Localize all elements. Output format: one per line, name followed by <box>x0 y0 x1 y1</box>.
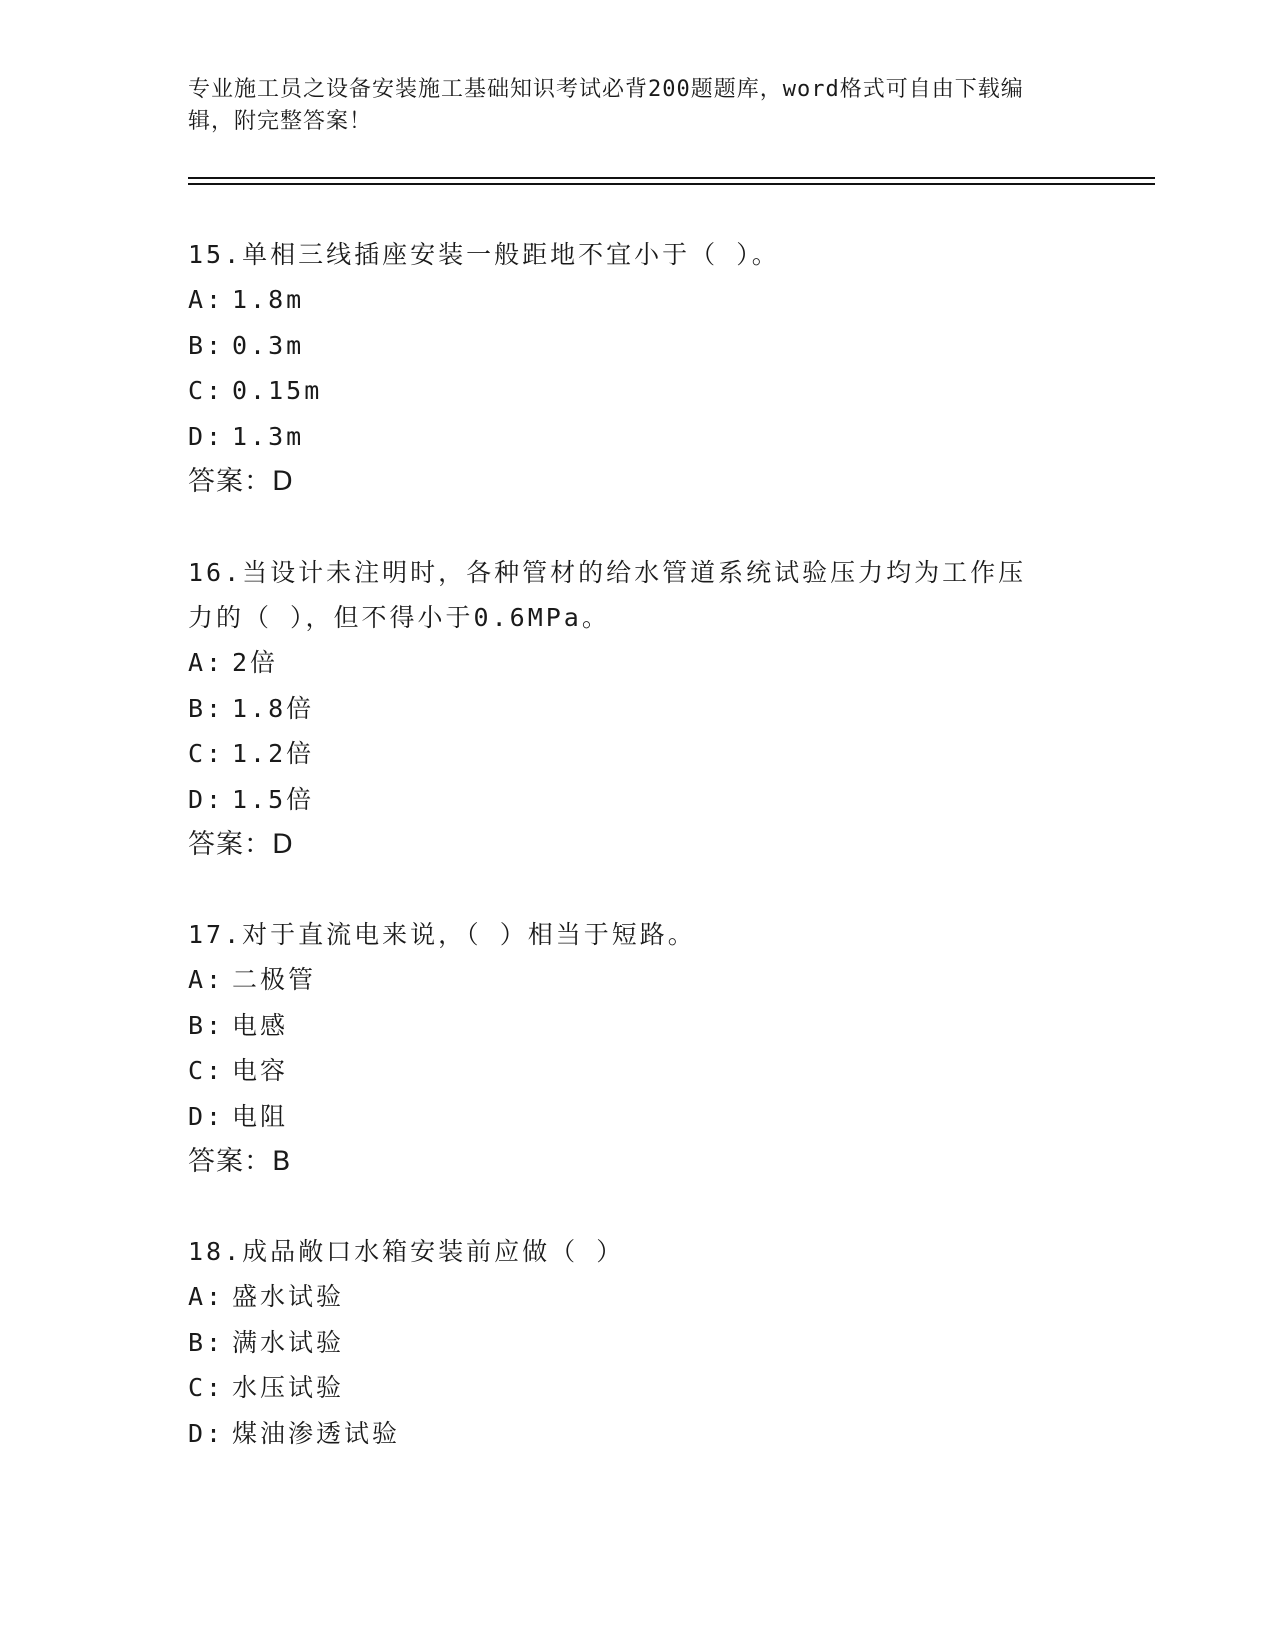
document-header: 专业施工员之设备安装施工基础知识考试必背200题题库，word格式可自由下载编辑，附完整答案！ <box>188 77 1024 134</box>
option-text: 1.3m <box>232 421 305 451</box>
option-text: 2倍 <box>232 648 279 677</box>
option-text: 电感 <box>232 1010 289 1040</box>
question-stem: 18.成品敞口水箱安装前应做（ ） <box>188 1237 625 1266</box>
option-c <box>188 368 1088 414</box>
question-15 <box>188 232 1088 504</box>
option-label: C: <box>188 1056 225 1085</box>
option-c <box>188 1365 1088 1411</box>
option-label: A: <box>188 1282 225 1311</box>
option-label: B: <box>188 330 225 360</box>
option-label: D: <box>188 421 225 451</box>
question-stem: 16.当设计未注明时，各种管材的给水管道系统试验压力均为工作压力的（ ），但不得小于0.6MPa。 <box>188 558 1027 632</box>
header-rule-top <box>188 177 1155 179</box>
option-b <box>188 1320 1088 1366</box>
option-label: C: <box>188 739 225 768</box>
option-label: C: <box>188 1373 225 1402</box>
option-a <box>188 640 1088 686</box>
option-text: 1.8m <box>232 285 305 314</box>
option-d <box>188 414 1088 460</box>
option-label: D: <box>188 784 225 814</box>
option-d <box>188 1094 1088 1140</box>
option-label: C: <box>188 376 225 405</box>
option-b <box>188 686 1088 732</box>
option-c <box>188 1048 1088 1094</box>
option-text: 1.8倍 <box>232 693 315 723</box>
option-b <box>188 323 1088 369</box>
option-label: D: <box>188 1101 225 1131</box>
option-text: 1.2倍 <box>232 739 315 768</box>
option-label: A: <box>188 965 225 994</box>
option-text: 煤油渗透试验 <box>232 1418 401 1448</box>
option-a <box>188 277 1088 323</box>
option-c <box>188 731 1088 777</box>
question-stem: 15.单相三线插座安装一般距地不宜小于（ ）。 <box>188 240 780 269</box>
option-label: D: <box>188 1418 225 1448</box>
option-a <box>188 1274 1088 1320</box>
option-label: B: <box>188 1010 225 1040</box>
option-text: 0.3m <box>232 330 305 360</box>
question-17 <box>188 912 1088 1184</box>
option-d <box>188 1411 1088 1457</box>
header-rule-bottom <box>188 183 1155 185</box>
option-text: 盛水试验 <box>232 1282 345 1311</box>
question-stem: 17.对于直流电来说，（ ）相当于短路。 <box>188 920 696 949</box>
question-16 <box>188 550 1088 867</box>
option-b <box>188 1003 1088 1049</box>
question-18 <box>188 1229 1088 1456</box>
option-d <box>188 777 1088 823</box>
option-label: A: <box>188 648 225 677</box>
option-a <box>188 957 1088 1003</box>
option-label: B: <box>188 693 225 723</box>
answer: 答案：D <box>188 829 294 860</box>
option-text: 满水试验 <box>232 1327 345 1357</box>
option-text: 电阻 <box>232 1101 289 1131</box>
option-label: B: <box>188 1327 225 1357</box>
answer: 答案：D <box>188 466 294 497</box>
option-text: 1.5倍 <box>232 784 315 814</box>
option-text: 二极管 <box>232 965 317 994</box>
answer: 答案：B <box>188 1146 292 1177</box>
option-text: 电容 <box>232 1056 289 1085</box>
option-label: A: <box>188 285 225 314</box>
option-text: 水压试验 <box>232 1373 345 1402</box>
option-text: 0.15m <box>232 376 323 405</box>
